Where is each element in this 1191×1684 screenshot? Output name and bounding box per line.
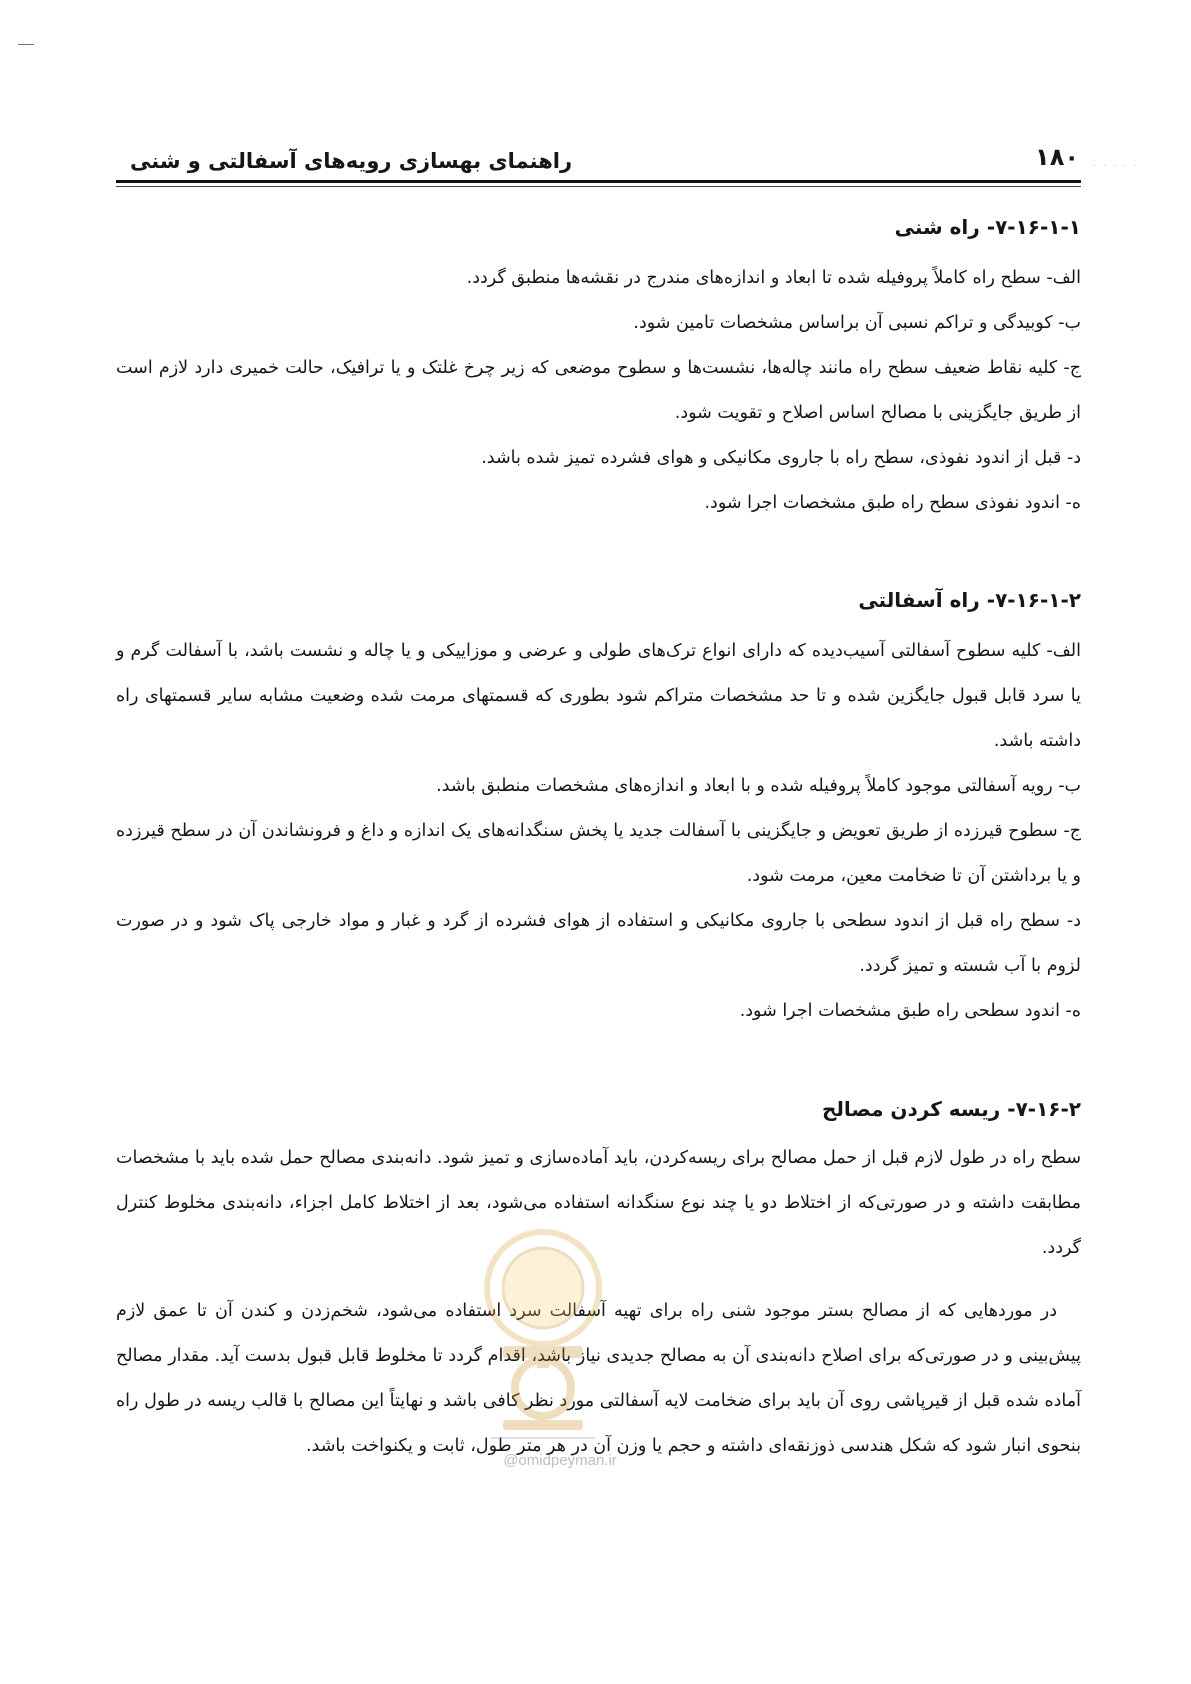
- section-asphalt-road: [116, 583, 1081, 1034]
- list-item: ج- سطوح قیرزده از طریق تعویض و جایگزینی با آسفالت جدید یا پخش سنگدانه‌های یک اندازه و داغ و فرونشاندن آن در سطح قیرزده و یا برداشتن آن تا ضخامت معین، مرمت شود.: [116, 821, 1081, 886]
- watermark-url: @omidpeyman.ir: [503, 1452, 617, 1469]
- item-list: [116, 629, 1081, 1034]
- body-paragraph: در موردهایی که از مصالح بستر موجود شنی راه برای تهیه آسفالت سرد استفاده می‌شود، شخم‌زدن و کندن آن تا عمق لازم پیش‌بینی و در صورتی‌که برای اصلاح دانه‌بندی آن به مصالح جدیدی نیاز باشد، اقدام گردد تا مخلوط قابل قبول بدست آید. مقدار مصالح آماده شده قبل از قیرپاشی روی آن باید برای ضخامت لایه آسفالتی مورد نظر کافی باشد و نهایتاً این مصالح با قالب ریسه در طول راه بنحوی انبار شود که شکل هندسی ذوزنقه‌ای داشته و حجم یا وزن آن در هر متر طول، ثابت و یکنواخت باشد.: [116, 1301, 1081, 1456]
- section-windrowing-materials: [116, 1092, 1081, 1469]
- running-title: راهنمای بهسازی رویه‌های آسفالتی و شنی: [130, 149, 573, 173]
- list-item: ب- رویه آسفالتی موجود کاملاً پروفیله شده و با ابعاد و اندازه‌های مشخصات منطبق باشد.: [436, 776, 1081, 796]
- page-number: ۱۸۰: [1035, 143, 1079, 171]
- list-item: ج- کلیه نقاط ضعیف سطح راه مانند چاله‌ها، نشست‌ها و سطوح موضعی که زیر چرخ غلتک و یا ترافیک، حالت خمیری دارد لازم است از طریق جایگزینی با مصالح اساس اصلاح و تقویت شود.: [116, 358, 1081, 423]
- section-heading: ۷-۱۶-۱-۱- راه شنی: [894, 215, 1081, 239]
- list-item: ه- اندود نفوذی سطح راه طبق مشخصات اجرا شود.: [704, 493, 1081, 513]
- list-item: د- قبل از اندود نفوذی، سطح راه با جاروی مکانیکی و هوای فشرده تمیز شده باشد.: [481, 448, 1081, 468]
- list-item: الف- کلیه سطوح آسفالتی آسیب‌دیده که دارای انواع ترک‌های طولی و عرضی و موزاییکی و یا چاله و نشست باشد، با آسفالت گرم و یا سرد قابل قبول جایگزین شده و تا حد مشخصات متراکم شود بطوری که قسمتهای مرمت شده وضعیت مشابه سایر قسمتهای راه داشته باشد.: [116, 641, 1081, 751]
- scan-artifact-line: [18, 44, 34, 45]
- item-list: [116, 256, 1081, 526]
- section-gravel-road: [116, 210, 1081, 526]
- section-heading: ۷-۱۶-۱-۲- راه آسفالتی: [858, 588, 1081, 612]
- section-heading: ۷-۱۶-۲- ریسه کردن مصالح: [821, 1097, 1081, 1121]
- list-item: د- سطح راه قبل از اندود سطحی با جاروی مکانیکی و استفاده از هوای فشرده از گرد و غبار و مواد خارجی پاک شود و در صورت لزوم با آب شسته و تمیز گردد.: [116, 911, 1081, 976]
- list-item: ه- اندود سطحی راه طبق مشخصات اجرا شود.: [739, 1001, 1081, 1021]
- header-rule: [116, 180, 1081, 183]
- page-header: [116, 135, 1081, 185]
- list-item: ب- کوبیدگی و تراکم نسبی آن براساس مشخصات تامین شود.: [633, 313, 1081, 333]
- body-paragraph: سطح راه در طول لازم قبل از حمل مصالح برای ریسه‌کردن، باید آماده‌سازی و تمیز شود. دانه‌بندی مصالح حمل شده باید با مشخصات مطابقت داشته و در صورتی‌که از اختلاط دو یا چند نوع سنگدانه استفاده می‌شود، بعد از اختلاط کامل اجزاء، دانه‌بندی مخلوط کنترل گردد.: [116, 1148, 1081, 1258]
- list-item: الف- سطح راه کاملاً پروفیله شده تا ابعاد و اندازه‌های مندرج در نقشه‌ها منطبق گردد.: [466, 268, 1081, 288]
- header-rule-thin: [116, 186, 1081, 187]
- scan-artifact-dots: · · · · ·: [1093, 160, 1139, 171]
